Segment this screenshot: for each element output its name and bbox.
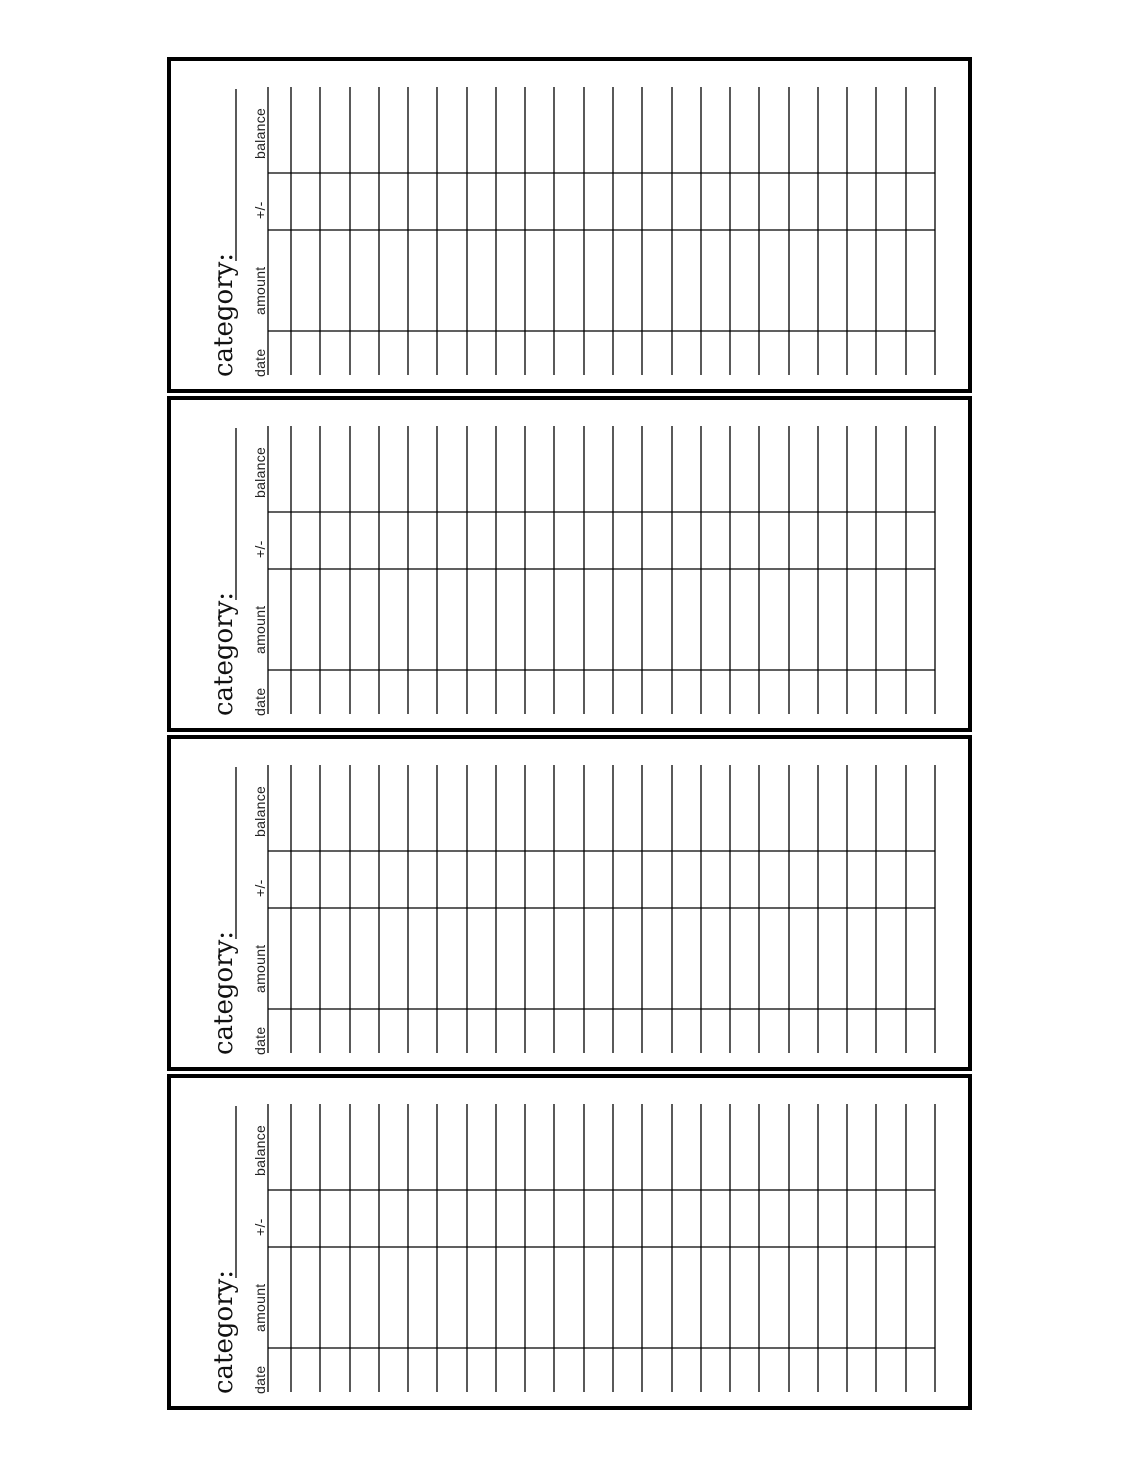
header-plusminus: +/-: [252, 540, 268, 558]
category-title: category:: [209, 1269, 239, 1394]
header-plusminus: +/-: [252, 201, 268, 219]
header-balance: balance: [252, 446, 268, 498]
ledger-grid: [171, 1078, 968, 1406]
ledger-panel: [167, 396, 972, 732]
header-amount: amount: [252, 944, 268, 993]
category-title: category:: [209, 930, 239, 1055]
header-amount: amount: [252, 605, 268, 654]
ledger-grid: [171, 61, 968, 389]
header-amount: amount: [252, 1283, 268, 1332]
ledger-grid: [171, 400, 968, 728]
header-date: date: [252, 1365, 268, 1394]
ledger-panel: [167, 1074, 972, 1410]
header-date: date: [252, 1026, 268, 1055]
ledger-panel: [167, 735, 972, 1071]
header-date: date: [252, 348, 268, 377]
header-amount: amount: [252, 266, 268, 315]
category-title: category:: [209, 252, 239, 377]
category-title: category:: [209, 591, 239, 716]
header-balance: balance: [252, 1124, 268, 1176]
header-balance: balance: [252, 107, 268, 159]
header-date: date: [252, 687, 268, 716]
header-plusminus: +/-: [252, 1218, 268, 1236]
ledger-grid: [171, 739, 968, 1067]
header-balance: balance: [252, 785, 268, 837]
ledger-panel: [167, 57, 972, 393]
header-plusminus: +/-: [252, 879, 268, 897]
